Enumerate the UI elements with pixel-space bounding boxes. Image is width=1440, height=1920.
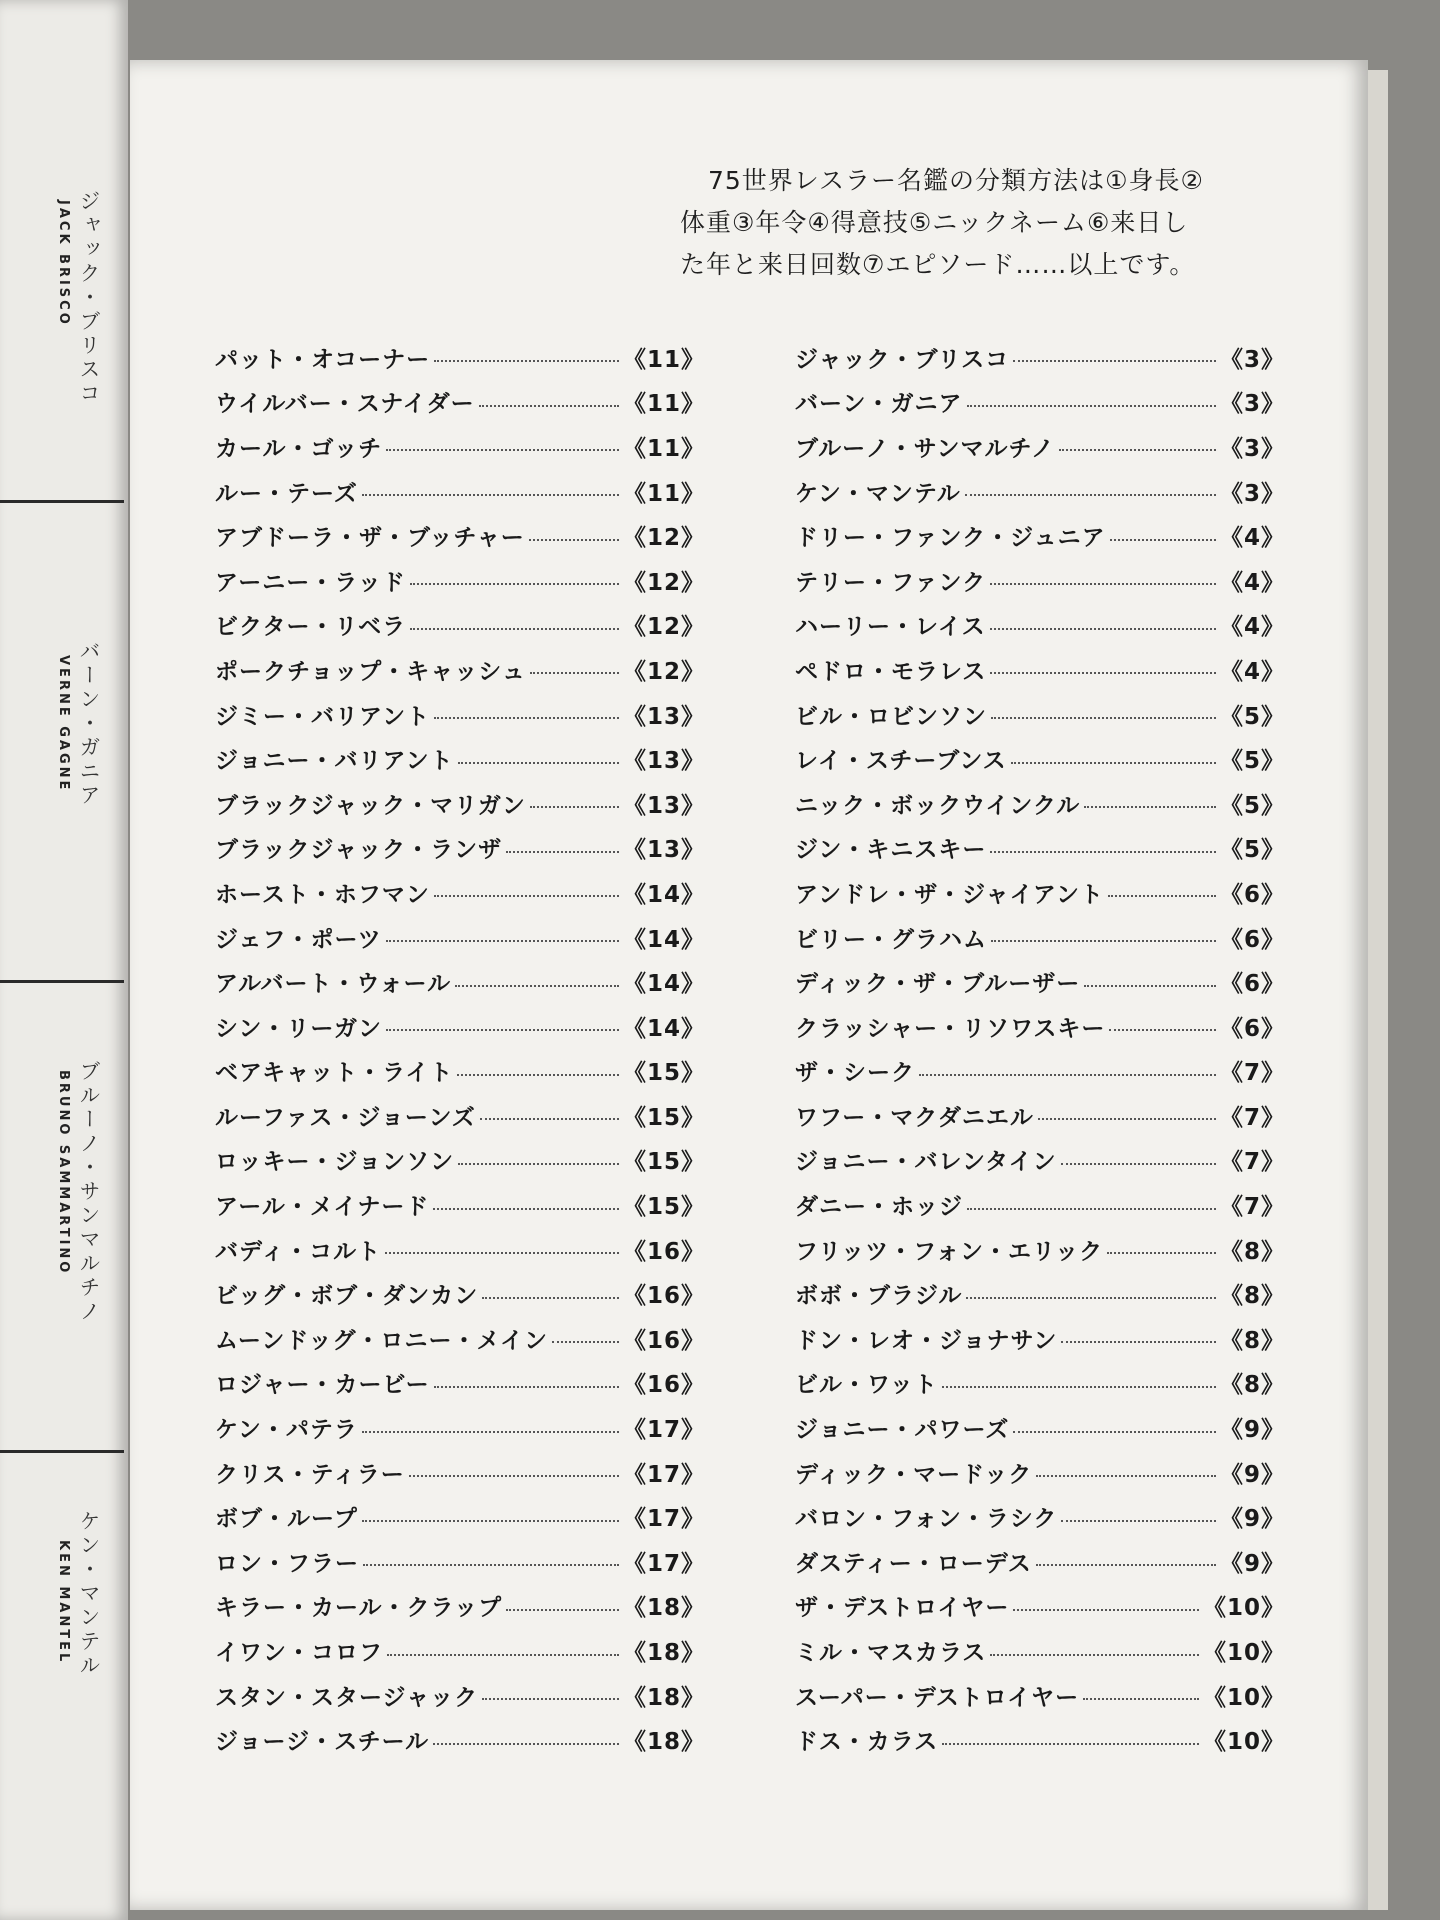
wrestler-name: ブラックジャック・マリガン (215, 792, 526, 819)
wrestler-name: アルバート・ウォール (215, 971, 452, 998)
page-number: 《11》 (622, 346, 705, 373)
page-number: 《18》 (622, 1640, 705, 1667)
wrestler-name: ウイルバー・スナイダー (215, 391, 475, 418)
index-entry (215, 1494, 705, 1539)
index-entry (795, 380, 1285, 425)
wrestler-name: ベアキャット・ライト (215, 1060, 454, 1087)
page-number: 《16》 (622, 1372, 705, 1399)
page-number: 《14》 (622, 1015, 705, 1042)
index-entry (795, 603, 1285, 648)
wrestler-name: アンドレ・ザ・ジャイアント (795, 881, 1105, 908)
wrestler-name: ポークチョップ・キャッシュ (215, 658, 526, 685)
dot-leader (362, 1431, 619, 1433)
dot-leader (1036, 1475, 1216, 1477)
dot-leader (433, 1208, 619, 1210)
page-number: 《8》 (1219, 1327, 1285, 1354)
page-number: 《18》 (622, 1729, 705, 1756)
dot-leader (967, 405, 1216, 407)
index-entry (215, 469, 705, 514)
index-entry (795, 1004, 1285, 1049)
dot-leader (991, 717, 1216, 719)
dot-leader (482, 1297, 619, 1299)
wrestler-name: ディック・ザ・ブルーザー (795, 971, 1081, 998)
dot-leader (410, 583, 619, 585)
page-number: 《9》 (1219, 1417, 1285, 1444)
dot-leader (1061, 1341, 1216, 1343)
dot-leader (457, 1074, 619, 1076)
wrestler-name: クリス・ティラー (215, 1461, 405, 1488)
dot-leader (919, 1074, 1216, 1076)
wrestler-name: フリッツ・フォン・エリック (795, 1238, 1104, 1265)
wrestler-name: ドリー・ファンク・ジュニア (795, 525, 1106, 552)
index-entry (215, 647, 705, 692)
dot-leader (433, 1743, 619, 1745)
page-number: 《18》 (622, 1595, 705, 1622)
wrestler-name: ダニー・ホッジ (795, 1194, 963, 1221)
page-number: 《13》 (622, 748, 705, 775)
page-edge (1368, 70, 1388, 1910)
left-page-title-2: バーン・ガニア (77, 640, 101, 808)
index-entry (795, 915, 1285, 960)
dot-leader (434, 895, 619, 897)
dot-leader (458, 762, 619, 764)
index-entry (215, 692, 705, 737)
dot-leader (1013, 1609, 1199, 1611)
index-entry (795, 1584, 1285, 1629)
dot-leader (385, 1252, 619, 1254)
page-number: 《6》 (1219, 926, 1285, 953)
wrestler-name: キラー・カール・クラップ (215, 1595, 503, 1622)
wrestler-name: アーニー・ラッド (215, 569, 406, 596)
index-entry (215, 1049, 705, 1094)
page-number: 《12》 (622, 614, 705, 641)
dot-leader (1107, 1252, 1216, 1254)
page-number: 《11》 (622, 391, 705, 418)
index-entry (795, 1450, 1285, 1495)
page-number: 《8》 (1219, 1283, 1285, 1310)
page-number: 《6》 (1219, 1015, 1285, 1042)
wrestler-name: ムーンドッグ・ロニー・メイン (215, 1327, 549, 1354)
index-entry (795, 1049, 1285, 1094)
index-entry (795, 1405, 1285, 1450)
index-entry (215, 959, 705, 1004)
wrestler-name: パット・オコーナー (215, 346, 431, 373)
index-entry (795, 424, 1285, 469)
wrestler-name: ジョニー・バリアント (215, 748, 454, 775)
left-page-roman-3: BRUNO SAMMARTINO (56, 1070, 71, 1276)
page-number: 《10》 (1202, 1684, 1285, 1711)
page-number: 《9》 (1219, 1550, 1285, 1577)
dot-leader (990, 583, 1216, 585)
dot-leader (362, 1520, 619, 1522)
dot-leader (1108, 895, 1216, 897)
page-number: 《11》 (622, 480, 705, 507)
wrestler-name: ジョニー・パワーズ (795, 1417, 1010, 1444)
page-number: 《6》 (1219, 881, 1285, 908)
page-number: 《7》 (1219, 1104, 1285, 1131)
index-entry (215, 870, 705, 915)
index-entry (795, 1361, 1285, 1406)
index-entry (795, 335, 1285, 380)
page-number: 《12》 (622, 658, 705, 685)
index-entry (215, 1271, 705, 1316)
page-number: 《17》 (622, 1461, 705, 1488)
dot-leader (455, 985, 619, 987)
page-number: 《11》 (622, 435, 705, 462)
index-entry (795, 870, 1285, 915)
page-number: 《4》 (1219, 525, 1285, 552)
wrestler-name: ザ・シーク (795, 1060, 915, 1087)
facing-left-page (0, 0, 128, 1920)
index-entry (215, 335, 705, 380)
dot-leader (1038, 1118, 1216, 1120)
page-number: 《16》 (622, 1238, 705, 1265)
page-number: 《7》 (1219, 1060, 1285, 1087)
index-entry (215, 1717, 705, 1762)
dot-leader (991, 940, 1216, 942)
wrestler-name: ワフー・マクダニエル (795, 1104, 1034, 1131)
dot-leader (362, 494, 619, 496)
page-number: 《17》 (622, 1417, 705, 1444)
index-entry (795, 558, 1285, 603)
wrestler-name: ジェフ・ポーツ (215, 926, 382, 953)
index-entry (215, 380, 705, 425)
wrestler-name: レイ・スチーブンス (795, 748, 1007, 775)
left-page-roman-1: JACK BRISCO (56, 200, 71, 327)
wrestler-name: ビリー・グラハム (795, 926, 987, 953)
wrestler-name: ミル・マスカラス (795, 1640, 987, 1667)
wrestler-name: ニック・ボックウインクル (795, 792, 1081, 819)
left-page-title-3: ブルーノ・サンマルチノ (77, 1060, 101, 1324)
wrestler-name: ブラックジャック・ランザ (215, 837, 503, 864)
index-entry (795, 1227, 1285, 1272)
dot-leader (458, 1163, 619, 1165)
dot-leader (1084, 806, 1216, 808)
dot-leader (410, 628, 619, 630)
dot-leader (990, 851, 1216, 853)
dot-leader (482, 1698, 619, 1700)
intro-line-1: 75世界レスラー名鑑の分類方法は①身長② (708, 166, 1204, 195)
dot-leader (1059, 449, 1216, 451)
index-entry (215, 1405, 705, 1450)
index-entry (215, 1138, 705, 1183)
intro-line-3: た年と来日回数⑦エピソード……以上です。 (680, 250, 1196, 279)
wrestler-name: アブドーラ・ザ・ブッチャー (215, 525, 525, 552)
index-entry (795, 692, 1285, 737)
page-number: 《9》 (1219, 1506, 1285, 1533)
dot-leader (990, 628, 1216, 630)
dot-leader (990, 1654, 1199, 1656)
dot-leader (363, 1564, 619, 1566)
index-entry (215, 781, 705, 826)
left-page-divider (0, 500, 124, 503)
wrestler-name: ドン・レオ・ジョナサン (795, 1327, 1058, 1354)
wrestler-name: アール・メイナード (215, 1194, 430, 1221)
dot-leader (434, 717, 619, 719)
page-number: 《14》 (622, 971, 705, 998)
page-number: 《10》 (1202, 1595, 1285, 1622)
index-entry (795, 959, 1285, 1004)
dot-leader (966, 1297, 1216, 1299)
dot-leader (1013, 1431, 1216, 1433)
wrestler-name: ケン・マンテル (795, 480, 961, 507)
page-number: 《3》 (1219, 480, 1285, 507)
wrestler-name: ブルーノ・サンマルチノ (795, 435, 1055, 462)
dot-leader (479, 405, 619, 407)
page-number: 《3》 (1219, 346, 1285, 373)
page-number: 《15》 (622, 1149, 705, 1176)
page-number: 《6》 (1219, 971, 1285, 998)
wrestler-name: スーパー・デストロイヤー (795, 1684, 1080, 1711)
dot-leader (480, 1118, 619, 1120)
page-number: 《12》 (622, 525, 705, 552)
wrestler-name: ルーファス・ジョーンズ (215, 1104, 476, 1131)
index-entry (215, 1093, 705, 1138)
wrestler-name: ビル・ロビンソン (795, 703, 987, 730)
left-page-divider (0, 1450, 124, 1453)
index-entry (795, 1316, 1285, 1361)
page-number: 《5》 (1219, 792, 1285, 819)
page-number: 《9》 (1219, 1461, 1285, 1488)
dot-leader (1083, 1698, 1199, 1700)
index-entry (795, 469, 1285, 514)
wrestler-name: ボボ・ブラジル (795, 1283, 963, 1310)
left-page-divider (0, 980, 124, 983)
wrestler-name: ハーリー・レイス (795, 614, 986, 641)
wrestler-name: イワン・コロフ (215, 1640, 383, 1667)
wrestler-name: バロン・フォン・ラシク (795, 1506, 1058, 1533)
dot-leader (965, 494, 1216, 496)
index-entry (215, 424, 705, 469)
dot-leader (386, 449, 619, 451)
index-entry (795, 1494, 1285, 1539)
page-number: 《4》 (1219, 658, 1285, 685)
page-number: 《3》 (1219, 391, 1285, 418)
index-entry (795, 1271, 1285, 1316)
index-entry (795, 1717, 1285, 1762)
page-number: 《18》 (622, 1684, 705, 1711)
intro-paragraph (680, 160, 1280, 286)
wrestler-name: ペドロ・モラレス (795, 658, 987, 685)
wrestler-name: ジョニー・バレンタイン (795, 1149, 1057, 1176)
wrestler-name: ザ・デストロイヤー (795, 1595, 1010, 1622)
wrestler-name: バーン・ガニア (795, 391, 963, 418)
page-number: 《16》 (622, 1283, 705, 1310)
page-number: 《13》 (622, 703, 705, 730)
page-number: 《10》 (1202, 1729, 1285, 1756)
wrestler-name: ケン・パテラ (215, 1417, 358, 1444)
wrestler-name: ジミー・バリアント (215, 703, 431, 730)
wrestler-name: クラッシャー・リソワスキー (795, 1015, 1106, 1042)
page-number: 《4》 (1219, 569, 1285, 596)
dot-leader (386, 1029, 619, 1031)
page-number: 《8》 (1219, 1372, 1285, 1399)
dot-leader (1109, 1029, 1216, 1031)
wrestler-name: バディ・コルト (215, 1238, 382, 1265)
wrestler-name: ディック・マードック (795, 1461, 1033, 1488)
wrestler-name: ジン・キニスキー (795, 837, 987, 864)
page-number: 《4》 (1219, 614, 1285, 641)
index-entry (795, 1138, 1285, 1183)
intro-line-2: 体重③年令④得意技⑤ニックネーム⑥来日し (680, 208, 1189, 237)
dot-leader (434, 360, 619, 362)
wrestler-name: ダスティー・ローデス (795, 1550, 1032, 1577)
dot-leader (387, 1654, 619, 1656)
index-entry (215, 1628, 705, 1673)
dot-leader (409, 1475, 619, 1477)
dot-leader (1084, 985, 1216, 987)
wrestler-name: ドス・カラス (795, 1729, 939, 1756)
index-entry (215, 603, 705, 648)
wrestler-name: テリー・ファンク (795, 569, 987, 596)
index-entry (795, 647, 1285, 692)
index-entry (215, 558, 705, 603)
index-entry (215, 1584, 705, 1629)
wrestler-name: ジャック・ブリスコ (795, 346, 1010, 373)
dot-leader (530, 672, 619, 674)
page-number: 《14》 (622, 881, 705, 908)
index-entry (795, 736, 1285, 781)
wrestler-name: ビクター・リベラ (215, 614, 407, 641)
index-entry (215, 1450, 705, 1495)
index-entry (215, 915, 705, 960)
page-number: 《7》 (1219, 1149, 1285, 1176)
dot-leader (506, 851, 619, 853)
left-page-roman-4: KEN MANTEL (56, 1540, 71, 1665)
index-entry (215, 1316, 705, 1361)
dot-leader (942, 1386, 1216, 1388)
wrestler-name: ロッキー・ジョンソン (215, 1149, 455, 1176)
dot-leader (506, 1609, 619, 1611)
index-entry (215, 1539, 705, 1584)
dot-leader (386, 940, 619, 942)
dot-leader (434, 1386, 619, 1388)
index-entry (215, 1227, 705, 1272)
dot-leader (967, 1208, 1216, 1210)
page-number: 《13》 (622, 837, 705, 864)
index-entry (795, 1539, 1285, 1584)
index-entry (215, 736, 705, 781)
dot-leader (1013, 360, 1216, 362)
index-entry (215, 1182, 705, 1227)
index-column-left (215, 335, 705, 1762)
wrestler-name: スタン・スタージャック (215, 1684, 479, 1711)
wrestler-name: ホースト・ホフマン (215, 881, 430, 908)
index-entry (795, 1093, 1285, 1138)
page-number: 《10》 (1202, 1640, 1285, 1667)
left-page-roman-2: VERNE GAGNE (56, 655, 71, 793)
index-entry (215, 1004, 705, 1049)
index-entry (215, 826, 705, 871)
index-entry (795, 1628, 1285, 1673)
page-number: 《7》 (1219, 1194, 1285, 1221)
dot-leader (1061, 1163, 1216, 1165)
index-entry (795, 513, 1285, 558)
page-number: 《17》 (622, 1506, 705, 1533)
index-entry (215, 513, 705, 558)
page-number: 《16》 (622, 1327, 705, 1354)
dot-leader (552, 1341, 619, 1343)
page-number: 《13》 (622, 792, 705, 819)
dot-leader (1061, 1520, 1216, 1522)
dot-leader (529, 539, 619, 541)
wrestler-name: ジョージ・スチール (215, 1729, 430, 1756)
wrestler-name: ビッグ・ボブ・ダンカン (215, 1283, 479, 1310)
page-number: 《15》 (622, 1104, 705, 1131)
wrestler-name: ロジャー・カービー (215, 1372, 430, 1399)
page-number: 《3》 (1219, 435, 1285, 462)
wrestler-name: カール・ゴッチ (215, 435, 383, 462)
page-number: 《5》 (1219, 748, 1285, 775)
page-number: 《12》 (622, 569, 705, 596)
index-entry (795, 1182, 1285, 1227)
index-entry (215, 1361, 705, 1406)
left-page-title-4: ケン・マンテル (77, 1510, 101, 1678)
wrestler-name: ロン・フラー (215, 1550, 359, 1577)
wrestler-name: ボブ・ループ (215, 1506, 358, 1533)
index-entry (795, 1673, 1285, 1718)
index-entry (795, 781, 1285, 826)
page-number: 《8》 (1219, 1238, 1285, 1265)
dot-leader (1036, 1564, 1216, 1566)
wrestler-name: ビル・ワット (795, 1372, 938, 1399)
page-number: 《5》 (1219, 837, 1285, 864)
left-page-title-1: ジャック・ブリスコ (77, 190, 101, 406)
page-number: 《15》 (622, 1194, 705, 1221)
page-number: 《17》 (622, 1550, 705, 1577)
wrestler-name: ルー・テーズ (215, 480, 358, 507)
dot-leader (1011, 762, 1216, 764)
page-number: 《15》 (622, 1060, 705, 1087)
index-entry (795, 826, 1285, 871)
dot-leader (990, 672, 1216, 674)
page-number: 《14》 (622, 926, 705, 953)
page-number: 《5》 (1219, 703, 1285, 730)
wrestler-name: シン・リーガン (215, 1015, 382, 1042)
dot-leader (530, 806, 619, 808)
index-entry (215, 1673, 705, 1718)
index-column-right (795, 335, 1285, 1762)
dot-leader (942, 1743, 1199, 1745)
dot-leader (1110, 539, 1216, 541)
